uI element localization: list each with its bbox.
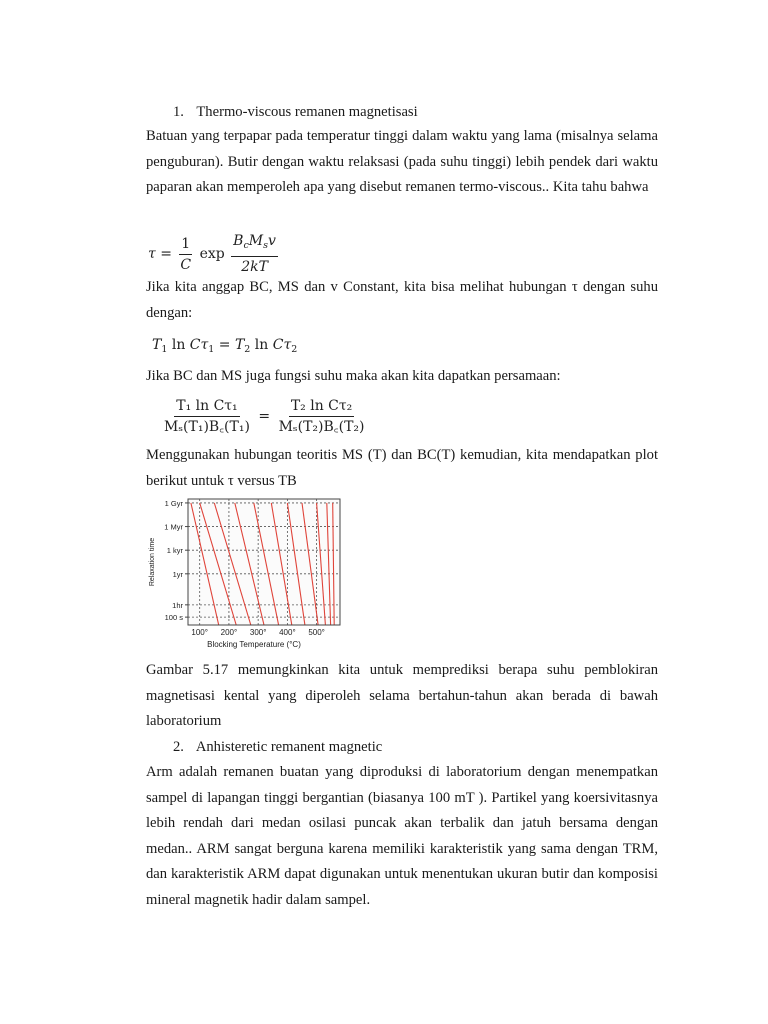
y-tick-label: 100 s: [164, 613, 183, 623]
y-tick-label: 1yr: [172, 569, 183, 579]
section-heading-1: [173, 102, 418, 122]
eq-fraction: $\frac{\text{T₁ ln Cτ₁}}{\text{Mₛ(T₁)B꜀(T₁)}}$: [164, 398, 250, 435]
paragraph-1: Batuan yang terpapar pada temperatur tinggi dalam waktu yang lama (misalnya selama penguburan). Butir dengan waktu relaksasi (pada suhu tinggi) lebih pendek dari waktu paparan akan memperoleh apa yang disebut remanen termo-viscous.. Kita tahu bahwa: [146, 128, 658, 195]
relaxation-time-chart: [146, 495, 346, 655]
x-tick-label: 300°: [249, 628, 267, 637]
paragraph-4: Menggunakan hubungan teoritis MS (T) dan BC(T) kemudian, kita mendapatkan plot berikut untuk τ versus TB: [146, 447, 658, 489]
section-title: Thermo-viscous remanen magnetisasi: [196, 104, 418, 120]
equation-tau: [148, 233, 280, 275]
x-tick-label: 500°: [308, 628, 325, 637]
eq-operator: =: [160, 246, 172, 262]
y-tick-label: 1 Myr: [164, 522, 183, 532]
section-number: 1.: [173, 104, 184, 120]
y-tick-label: 1hr: [172, 600, 183, 610]
paragraph-6: Arm adalah remanen buatan yang diproduksi di laboratorium dengan menempatkan sampel di lapangan tinggi bergantian (biasanya 100 mT ). Partikel yang koersivitasnya lebih rendah dari medan osilasi puncak akan terbalik dan jatuh bersama dengan medan.. ARM sangat berguna karena memiliki karakteristik yang sama dengan TRM, dan karakteristik ARM dapat digunakan untuk menentukan ukuran butir dan komposisi mineral magnetik hadir dalam sampel.: [146, 764, 658, 908]
x-tick-label: 200°: [220, 628, 238, 637]
section-title: Anhisteretic remanent magnetic: [195, 739, 383, 755]
eq-fraction: $\frac{B_cM_sv}{2kT}$: [233, 233, 276, 275]
y-tick-label: 1 Gyr: [164, 498, 183, 508]
section-heading-2: [173, 737, 382, 757]
eq-fraction: $\frac{1}{C}$: [180, 235, 192, 273]
y-tick-label: 1 kyr: [166, 546, 183, 556]
x-tick-label: 400°: [279, 628, 296, 637]
y-axis-label: Relaxation time: [149, 537, 156, 587]
x-axis-label: Blocking Temperature (°C): [207, 640, 301, 649]
equation-t-ln: $T_1$ $\ln C\tau_1 = T_2$ $\ln C\tau_2$: [152, 337, 298, 355]
eq-fraction: $\frac{\text{T₂ ln Cτ₂}}{\text{Mₛ(T₂)B꜀(T₂)}}$: [278, 398, 365, 435]
x-tick-label: 100°: [191, 628, 208, 637]
section-number: 2.: [173, 739, 184, 755]
paragraph-3: Jika BC dan MS juga fungsi suhu maka akan kita dapatkan persamaan:: [146, 368, 561, 384]
eq-symbol: τ: [148, 246, 156, 262]
paragraph-5: Gambar 5.17 memungkinkan kita untuk memprediksi berapa suhu pemblokiran magnetisasi kental yang diperoleh selama bertahun-tahun akan berada di bawah laboratorium: [146, 662, 658, 729]
eq-function: exp: [199, 246, 225, 262]
equation-ratio: $\frac{\text{T₁ ln Cτ₁}}{\text{Mₛ(T₁)B꜀(T₁)}}$ = $\frac{\text{T₂ ln Cτ₂}}{\text{Mₛ(T₂)B꜀(T₂)}}$: [164, 398, 365, 435]
paragraph-2: Jika kita anggap BC, MS dan v Constant, kita bisa melihat hubungan τ dengan suhu dengan:: [146, 279, 658, 321]
